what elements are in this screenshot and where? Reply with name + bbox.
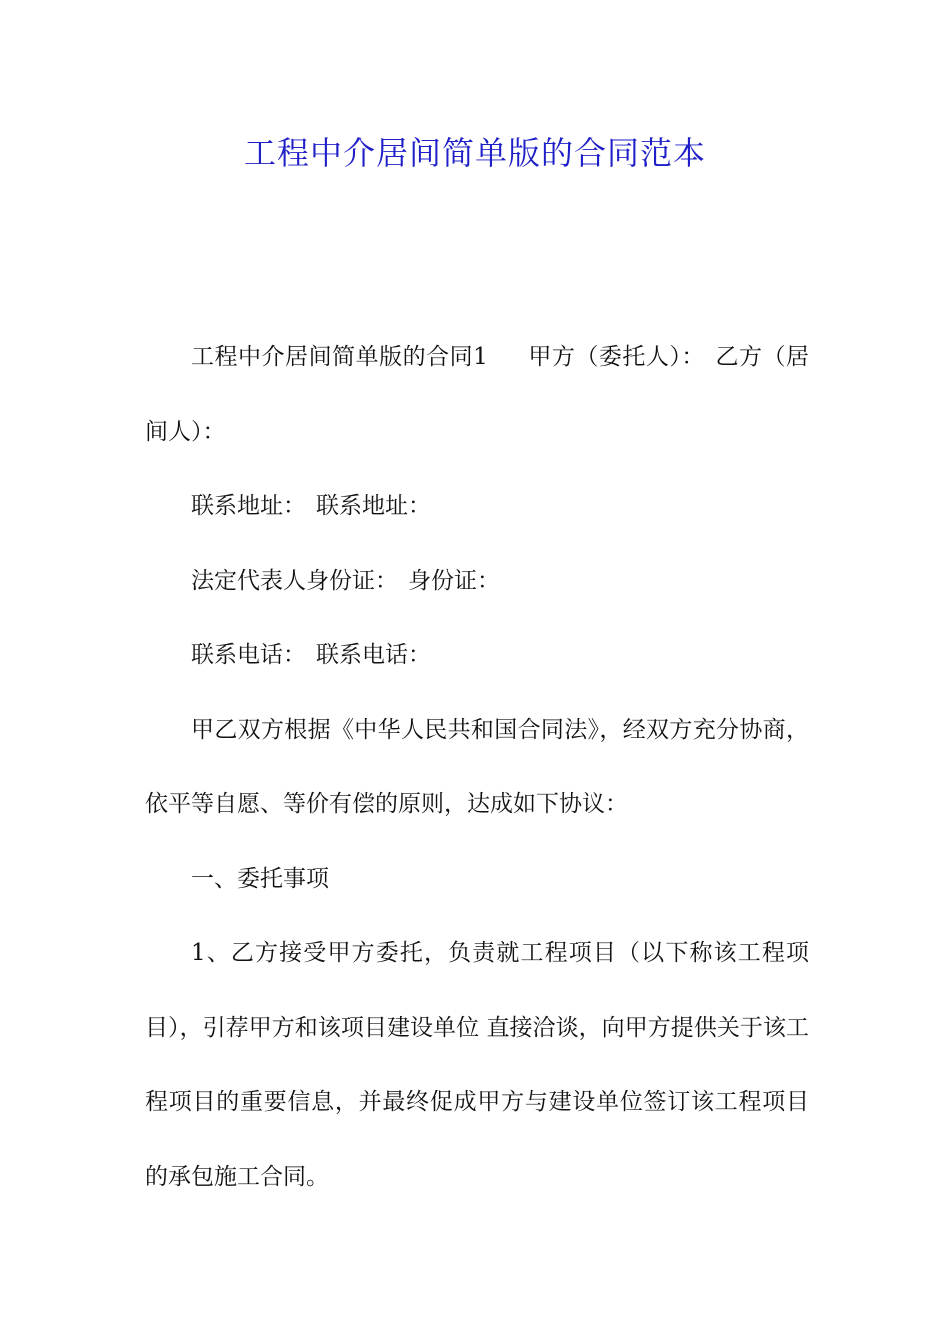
paragraph-phone — [145, 618, 809, 693]
document-title: 工程中介居间简单版的合同范本 — [243, 134, 706, 172]
paragraph-parties — [145, 320, 809, 469]
paragraph-preamble: 甲乙双方根据《中华人民共和国合同法》，经双方充分协商，依平等自愿、等价有偿的原则，达成如下协议： — [145, 716, 809, 817]
party-a-label: 甲方（委托人）： — [527, 344, 705, 370]
contract-heading-text: 工程中介居间简单版的合同1 — [191, 344, 488, 370]
party-b-phone-label: 联系电话： — [316, 642, 431, 668]
party-a-address-label: 联系地址： — [191, 493, 306, 519]
party-a-phone-label: 联系电话： — [191, 642, 306, 668]
party-b-label: 乙方（居间人）： — [145, 344, 810, 445]
party-b-id-label: 身份证： — [408, 567, 500, 594]
party-b-address-label: 联系地址： — [316, 493, 431, 519]
paragraph-address — [145, 469, 809, 544]
party-a-id-label: 法定代表人身份证： — [191, 567, 398, 594]
section-heading-entrusted-matters: 一、委托事项 — [191, 865, 329, 892]
paragraph-clause-1: 1、乙方接受甲方委托，负责就工程项目（以下称该工程项目），引荐甲方和该项目建设单位 直接洽谈，向甲方提供关于该工程项目的重要信息，并最终促成甲方与建设单位签订该工程项目的承包施工合同。 — [145, 940, 809, 1190]
paragraph-id — [145, 544, 809, 619]
document-body — [145, 320, 809, 1214]
